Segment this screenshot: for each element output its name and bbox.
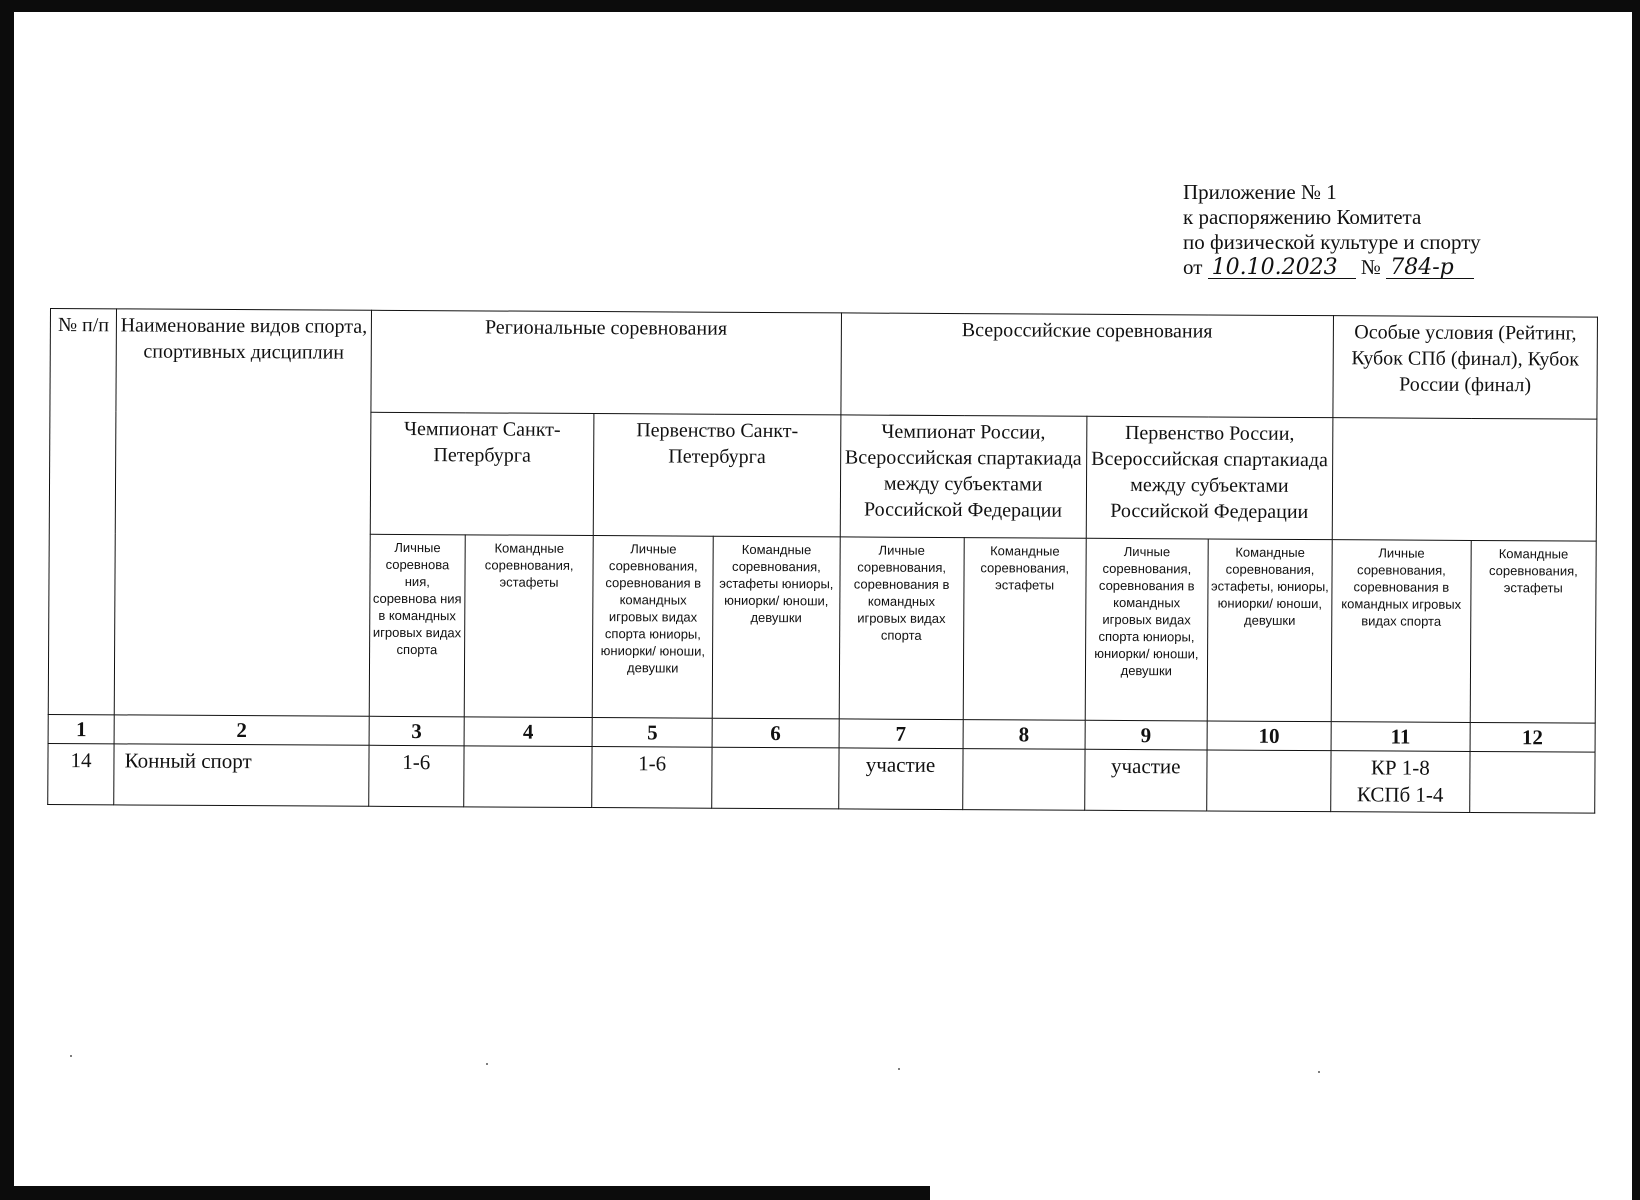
header-regional: Региональные соревнования [371,310,841,415]
date-prefix: от [1183,255,1203,279]
header-row-1 [50,309,1598,420]
header-col-3: Личные соревнова ния, соревнова ния в командных игровых видах спорта [369,534,465,717]
col-number: 10 [1207,721,1331,751]
scan-speck [486,1063,488,1065]
col-number: 2 [114,715,369,745]
table-row [48,743,1595,813]
header-perv-rus: Первенство России, Всероссийская спартакиада между субъектами Российской Федерации [1086,416,1333,539]
handwritten-number: 784-р [1386,258,1474,279]
scan-border-right [1632,0,1640,1200]
header-champ-rus: Чемпионат России, Всероссийская спартакиада между субъектами Российской Федерации [840,415,1087,538]
col-number: 12 [1470,722,1595,752]
row-col-8 [962,749,1084,811]
header-allrussian: Всероссийские соревнования [840,313,1333,418]
row-sport-name: Конный спорт [114,744,369,806]
number-label: № [1360,255,1381,279]
col-number: 8 [963,720,1085,750]
handwritten-date: 10.10.2023 [1208,258,1356,279]
scan-border-left [0,0,14,1200]
scan-speck [1318,1071,1320,1073]
header-col-6: Командные соревнования, эстафеты юниоры, юниорки/ юноши, девушки [712,536,839,719]
header-sport-name: Наименование видов спорта, спортивных дисциплин [114,309,371,716]
row-col-4 [464,746,593,808]
col-number: 3 [369,716,464,746]
header-perv-spb: Первенство Санкт-Петербурга [593,414,840,537]
col-number: 6 [712,718,838,748]
row-num: 14 [48,743,115,804]
row-col-12 [1469,751,1595,813]
col-number: 4 [464,717,592,747]
competitions-table [47,308,1598,814]
row-col-3: 1-6 [368,745,464,807]
header-col-12: Командные соревнования, эстафеты [1470,540,1596,723]
row-col-11 [1331,751,1470,813]
appendix-line-order: к распоряжению Комитета [1183,205,1422,229]
header-special: Особые условия (Рейтинг, Кубок СПб (финал), Кубок России (финал) [1333,316,1598,419]
scan-speck [898,1068,900,1070]
col-number: 1 [48,714,114,743]
row-col-6 [712,747,839,809]
header-champ-spb: Чемпионат Санкт-Петербурга [370,412,594,535]
scan-border-bottom [0,1186,930,1200]
header-col-8: Командные соревнования, эстафеты [963,538,1086,721]
row-col-11-line: КСПб 1-4 [1356,782,1444,807]
header-col-4: Командные соревнования, эстафеты [464,535,593,718]
appendix-title: Приложение № 1 [1183,180,1337,204]
row-col-11-line: КР 1-8 [1370,755,1430,780]
header-col-10: Командные соревнования, эстафеты, юниоры, юниорки/ юноши, девушки [1207,539,1332,722]
header-col-9: Личные соревнования, соревнования в командных игровых видах спорта юниоры, юниорки/ юноши, девушки [1085,538,1208,721]
header-num: № п/п [48,309,116,715]
row-col-7: участие [838,748,962,810]
col-number: 11 [1331,722,1470,752]
col-number: 7 [839,719,963,749]
scan-border-top [0,0,1640,12]
scan-speck [70,1055,72,1057]
header-col-7: Личные соревнования, соревнования в командных игровых видах спорта [839,537,964,720]
appendix-line-committee: по физической культуре и спорту [1183,230,1481,254]
row-col-9: участие [1084,749,1206,811]
col-number: 9 [1085,720,1207,750]
header-col-11: Личные соревнования, соревнования в командных игровых видах спорта [1331,540,1471,723]
appendix-date-line [1183,255,1481,280]
row-col-5: 1-6 [592,747,712,809]
header-special-empty [1332,418,1597,541]
row-col-10 [1207,750,1332,812]
header-col-5: Личные соревнования, соревнования в командных игровых видах спорта юниоры, юниорки/ юноши, девушки [592,536,713,719]
appendix-header [1183,180,1481,280]
col-number: 5 [592,718,712,748]
